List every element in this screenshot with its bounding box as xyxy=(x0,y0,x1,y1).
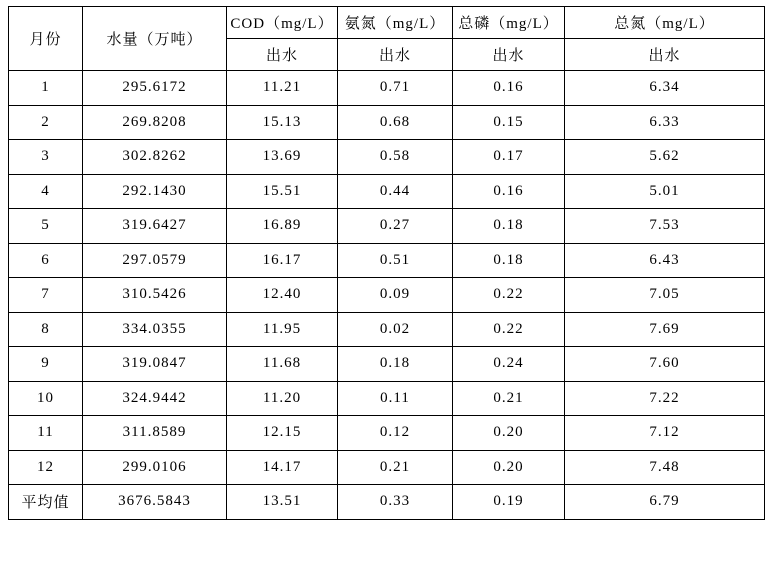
table-row xyxy=(9,450,765,485)
table-row xyxy=(9,278,765,313)
cell-tp: 0.16 xyxy=(453,174,565,209)
cell-tn: 7.60 xyxy=(565,347,765,382)
cell-month: 4 xyxy=(9,174,83,209)
table-body xyxy=(9,71,765,520)
header-total-nitrogen: 总氮（mg/L） xyxy=(565,7,765,39)
cell-water: 297.0579 xyxy=(83,243,227,278)
header-water-volume: 水量（万吨） xyxy=(83,7,227,71)
cell-ammonia: 0.51 xyxy=(338,243,453,278)
cell-cod: 11.68 xyxy=(227,347,338,382)
cell-ammonia: 0.58 xyxy=(338,140,453,175)
water-quality-table xyxy=(8,6,765,520)
table-row xyxy=(9,347,765,382)
cell-tp: 0.22 xyxy=(453,278,565,313)
cell-month: 2 xyxy=(9,105,83,140)
cell-ammonia: 0.18 xyxy=(338,347,453,382)
cell-cod: 16.17 xyxy=(227,243,338,278)
cell-water: 319.0847 xyxy=(83,347,227,382)
cell-tp: 0.22 xyxy=(453,312,565,347)
subheader-tp-outflow: 出水 xyxy=(453,39,565,71)
cell-cod: 11.20 xyxy=(227,381,338,416)
table-row xyxy=(9,105,765,140)
cell-tn: 7.05 xyxy=(565,278,765,313)
cell-tp: 0.24 xyxy=(453,347,565,382)
cell-tn: 7.69 xyxy=(565,312,765,347)
cell-water: 269.8208 xyxy=(83,105,227,140)
cell-cod: 16.89 xyxy=(227,209,338,244)
cell-tn: 5.62 xyxy=(565,140,765,175)
cell-month: 平均值 xyxy=(9,485,83,520)
cell-month: 8 xyxy=(9,312,83,347)
table-row xyxy=(9,140,765,175)
table-row xyxy=(9,312,765,347)
cell-tp: 0.17 xyxy=(453,140,565,175)
cell-ammonia: 0.12 xyxy=(338,416,453,451)
header-month: 月份 xyxy=(9,7,83,71)
cell-ammonia: 0.33 xyxy=(338,485,453,520)
cell-water: 302.8262 xyxy=(83,140,227,175)
cell-tp: 0.18 xyxy=(453,209,565,244)
cell-water: 324.9442 xyxy=(83,381,227,416)
cell-cod: 13.69 xyxy=(227,140,338,175)
cell-cod: 11.95 xyxy=(227,312,338,347)
cell-tp: 0.19 xyxy=(453,485,565,520)
table-header-row-1 xyxy=(9,7,765,39)
cell-cod: 12.15 xyxy=(227,416,338,451)
cell-month: 3 xyxy=(9,140,83,175)
cell-tp: 0.20 xyxy=(453,416,565,451)
table-row xyxy=(9,209,765,244)
cell-month: 5 xyxy=(9,209,83,244)
table-row xyxy=(9,381,765,416)
cell-tn: 6.34 xyxy=(565,71,765,106)
cell-water: 299.0106 xyxy=(83,450,227,485)
cell-ammonia: 0.44 xyxy=(338,174,453,209)
table-header xyxy=(9,7,765,71)
cell-tn: 7.53 xyxy=(565,209,765,244)
table-row xyxy=(9,243,765,278)
cell-month: 7 xyxy=(9,278,83,313)
cell-tn: 7.22 xyxy=(565,381,765,416)
cell-tp: 0.20 xyxy=(453,450,565,485)
cell-month: 1 xyxy=(9,71,83,106)
table-row xyxy=(9,71,765,106)
cell-water: 310.5426 xyxy=(83,278,227,313)
subheader-cod-outflow: 出水 xyxy=(227,39,338,71)
cell-tn: 7.12 xyxy=(565,416,765,451)
table-row xyxy=(9,416,765,451)
cell-month: 6 xyxy=(9,243,83,278)
cell-water: 3676.5843 xyxy=(83,485,227,520)
cell-tp: 0.15 xyxy=(453,105,565,140)
cell-month: 12 xyxy=(9,450,83,485)
cell-tp: 0.16 xyxy=(453,71,565,106)
cell-cod: 12.40 xyxy=(227,278,338,313)
cell-tn: 6.33 xyxy=(565,105,765,140)
cell-cod: 15.51 xyxy=(227,174,338,209)
cell-ammonia: 0.71 xyxy=(338,71,453,106)
cell-tn: 6.79 xyxy=(565,485,765,520)
cell-tp: 0.18 xyxy=(453,243,565,278)
cell-ammonia: 0.68 xyxy=(338,105,453,140)
cell-ammonia: 0.09 xyxy=(338,278,453,313)
cell-tn: 7.48 xyxy=(565,450,765,485)
cell-tn: 6.43 xyxy=(565,243,765,278)
cell-cod: 15.13 xyxy=(227,105,338,140)
cell-month: 10 xyxy=(9,381,83,416)
cell-water: 292.1430 xyxy=(83,174,227,209)
cell-month: 9 xyxy=(9,347,83,382)
subheader-ammonia-outflow: 出水 xyxy=(338,39,453,71)
subheader-tn-outflow: 出水 xyxy=(565,39,765,71)
cell-ammonia: 0.11 xyxy=(338,381,453,416)
cell-water: 334.0355 xyxy=(83,312,227,347)
cell-ammonia: 0.02 xyxy=(338,312,453,347)
cell-ammonia: 0.27 xyxy=(338,209,453,244)
cell-tn: 5.01 xyxy=(565,174,765,209)
header-ammonia: 氨氮（mg/L） xyxy=(338,7,453,39)
cell-cod: 11.21 xyxy=(227,71,338,106)
table-row xyxy=(9,174,765,209)
cell-tp: 0.21 xyxy=(453,381,565,416)
cell-month: 11 xyxy=(9,416,83,451)
cell-water: 295.6172 xyxy=(83,71,227,106)
cell-water: 319.6427 xyxy=(83,209,227,244)
cell-cod: 14.17 xyxy=(227,450,338,485)
header-cod: COD（mg/L） xyxy=(227,7,338,39)
cell-cod: 13.51 xyxy=(227,485,338,520)
cell-water: 311.8589 xyxy=(83,416,227,451)
table-row-average xyxy=(9,485,765,520)
header-total-phosphorus: 总磷（mg/L） xyxy=(453,7,565,39)
cell-ammonia: 0.21 xyxy=(338,450,453,485)
